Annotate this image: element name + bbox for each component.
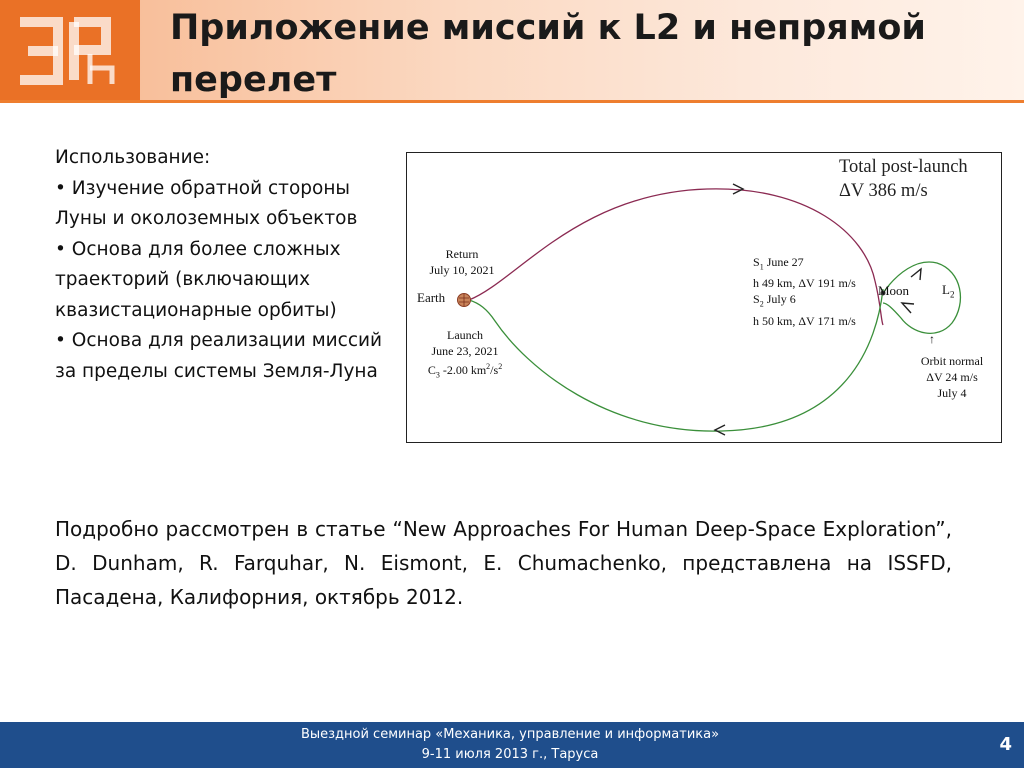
footer-caption <box>260 725 760 765</box>
usage-bullet: • Основа для более сложных траекторий (включающих квазистационарные орбиты) <box>55 238 341 321</box>
direction-arrow-icon <box>715 425 725 435</box>
slide-title: Приложение миссий к L2 и непрямой перелет <box>170 8 926 100</box>
footer-event: Выездной семинар «Механика, управление и информатика» <box>300 727 720 742</box>
usage-bullet: • Изучение обратной стороны Луны и околоземных объектов <box>55 177 358 229</box>
usage-intro: Использование: <box>55 147 211 168</box>
total-dv-line2: ΔV 386 m/s <box>839 181 928 201</box>
earth-icon <box>458 294 471 307</box>
organization-logo <box>0 0 140 100</box>
header-divider <box>0 100 1024 103</box>
orbit-normal-label: Orbit normal ΔV 24 m/s July 4 <box>920 354 984 400</box>
return-label: Return July 10, 2021 <box>429 247 495 277</box>
usage-bullet: • Основа для реализации миссий за пределы системы Земля-Луна <box>55 330 383 382</box>
launch-label: Launch June 23, 2021 $C_3$ -2.00 $km^2/s^2$ <box>427 328 503 380</box>
direction-arrow-icon <box>911 269 921 280</box>
total-dv-line1: Total post-launch <box>839 157 968 177</box>
orbit-normal-arrow: ↑ <box>929 332 935 346</box>
direction-arrow-icon <box>902 303 914 313</box>
slide-footer <box>0 722 1024 768</box>
earth-label: Earth <box>417 290 446 305</box>
footer-date-location: 9-11 июля 2013 г., Таруса <box>421 747 599 762</box>
moon-label: Moon <box>878 283 910 298</box>
logo-icon <box>10 10 125 92</box>
flyby-notes: $S_1$ June 27 h 49 km, ΔV 191 m/s $S_2$ July 6 h 50 km, ΔV 171 m/s <box>753 255 856 328</box>
l2-label: $L_2$ <box>942 282 955 300</box>
reference-paragraph: Подробно рассмотрен в статье “New Approaches For Human Deep-Space Exploration”, D. Dunham, R. Farquhar, N. Eismont, E. Chumachenko, представлена на ISSFD, Пасадена, Калифорния, октябрь 2012. <box>55 517 952 609</box>
slide-header <box>0 0 1024 102</box>
usage-list <box>55 143 400 387</box>
page-number: 4 <box>999 734 1012 755</box>
trajectory-figure <box>406 152 1002 443</box>
